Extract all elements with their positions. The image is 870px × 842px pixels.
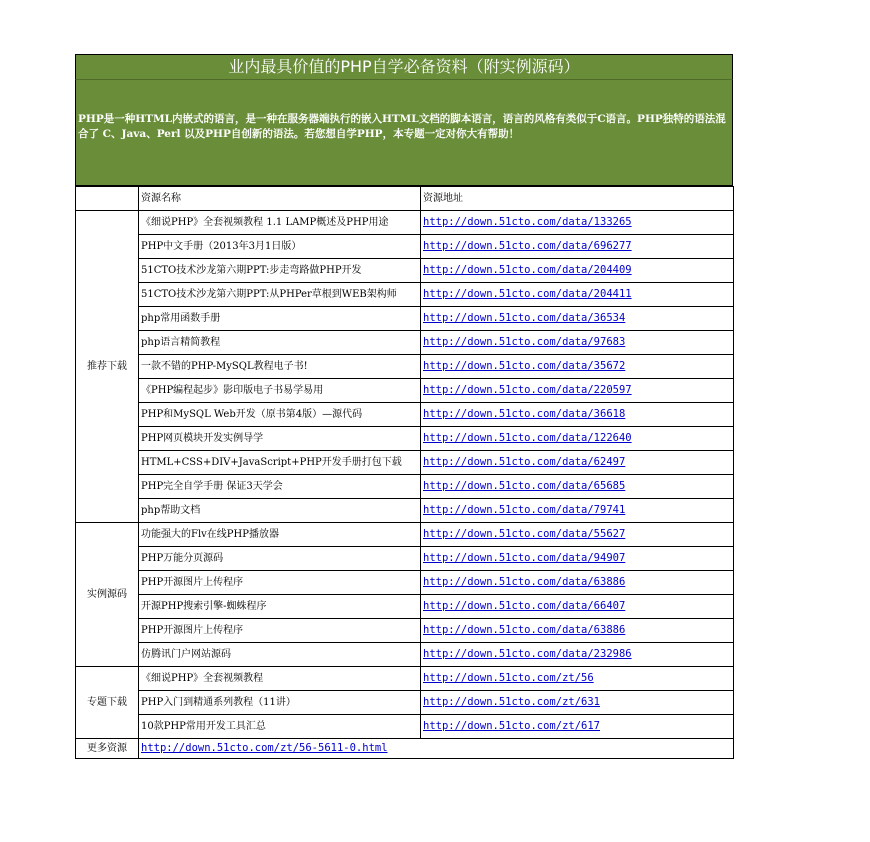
resource-link[interactable]: http://down.51cto.com/zt/631 [423, 696, 601, 708]
header-blank-cell [76, 187, 139, 211]
category-cell: 推荐下载 [76, 211, 139, 523]
resource-link[interactable]: http://down.51cto.com/data/65685 [423, 480, 626, 492]
resource-link[interactable]: http://down.51cto.com/data/63886 [423, 624, 626, 636]
resource-name: 10款PHP常用开发工具汇总 [139, 715, 421, 739]
resource-link[interactable]: http://down.51cto.com/data/204411 [423, 288, 632, 300]
resource-sheet [75, 54, 733, 759]
resource-link[interactable]: http://down.51cto.com/zt/617 [423, 720, 601, 732]
resource-url-cell [421, 547, 734, 571]
resource-name: PHP完全自学手册 保证3天学会 [139, 475, 421, 499]
resource-url-cell [421, 499, 734, 523]
resource-name: 《细说PHP》全套视频教程 [139, 667, 421, 691]
table-row [76, 211, 734, 235]
resource-link[interactable]: http://down.51cto.com/data/220597 [423, 384, 632, 396]
resource-link[interactable]: http://down.51cto.com/data/36534 [423, 312, 626, 324]
resource-url-cell [421, 355, 734, 379]
table-row [76, 283, 734, 307]
resource-link[interactable]: http://down.51cto.com/data/79741 [423, 504, 626, 516]
resource-name: php常用函数手册 [139, 307, 421, 331]
resource-url-cell [421, 691, 734, 715]
resource-url-cell [421, 619, 734, 643]
resource-name: php语言精简教程 [139, 331, 421, 355]
more-url-cell [139, 739, 734, 759]
header-name: 资源名称 [139, 187, 421, 211]
resource-link[interactable]: http://down.51cto.com/data/696277 [423, 240, 632, 252]
resource-link[interactable]: http://down.51cto.com/data/35672 [423, 360, 626, 372]
resource-name: PHP入门到精通系列教程（11讲） [139, 691, 421, 715]
table-row [76, 475, 734, 499]
resource-url-cell [421, 451, 734, 475]
table-row [76, 667, 734, 691]
table-row [76, 331, 734, 355]
table-row [76, 691, 734, 715]
resource-link[interactable]: http://down.51cto.com/data/133265 [423, 216, 632, 228]
table-row [76, 235, 734, 259]
resource-link[interactable]: http://down.51cto.com/data/122640 [423, 432, 632, 444]
resource-name: PHP万能分页源码 [139, 547, 421, 571]
resource-url-cell [421, 715, 734, 739]
table-row [76, 523, 734, 547]
resource-url-cell [421, 643, 734, 667]
more-link[interactable]: http://down.51cto.com/zt/56-5611-0.html [141, 742, 388, 754]
resource-link[interactable]: http://down.51cto.com/zt/56 [423, 672, 594, 684]
resource-url-cell [421, 211, 734, 235]
table-row [76, 427, 734, 451]
table-row [76, 259, 734, 283]
table-row [76, 379, 734, 403]
resource-url-cell [421, 667, 734, 691]
resource-url-cell [421, 403, 734, 427]
intro-text: PHP是一种HTML内嵌式的语言，是一种在服务器端执行的嵌入HTML文档的脚本语言，语言的风格有类似于C语言。PHP独特的语法混合了 C、Java、Perl 以及PHP自创新的语法。若您想自学PHP，本专题一定对你大有帮助！ [75, 79, 733, 186]
more-label: 更多资源 [76, 739, 139, 759]
resource-table [75, 186, 734, 759]
resource-name: PHP中文手册（2013年3月1日版） [139, 235, 421, 259]
resource-name: 51CTO技术沙龙第六期PPT:从PHPer草根到WEB架构师 [139, 283, 421, 307]
resource-link[interactable]: http://down.51cto.com/data/63886 [423, 576, 626, 588]
resource-name: 功能强大的Flv在线PHP播放器 [139, 523, 421, 547]
resource-name: PHP和MySQL Web开发（原书第4版）—源代码 [139, 403, 421, 427]
resource-url-cell [421, 283, 734, 307]
resource-name: 《PHP编程起步》影印版电子书易学易用 [139, 379, 421, 403]
resource-name: PHP网页模块开发实例导学 [139, 427, 421, 451]
table-header-row [76, 187, 734, 211]
resource-url-cell [421, 379, 734, 403]
table-row [76, 547, 734, 571]
resource-url-cell [421, 331, 734, 355]
resource-link[interactable]: http://down.51cto.com/data/232986 [423, 648, 632, 660]
resource-url-cell [421, 523, 734, 547]
table-row [76, 595, 734, 619]
resource-url-cell [421, 571, 734, 595]
table-row [76, 715, 734, 739]
resource-name: 开源PHP搜索引擎-蜘蛛程序 [139, 595, 421, 619]
resource-url-cell [421, 235, 734, 259]
category-cell: 实例源码 [76, 523, 139, 667]
resource-link[interactable]: http://down.51cto.com/data/94907 [423, 552, 626, 564]
category-cell: 专题下载 [76, 667, 139, 739]
more-row [76, 739, 734, 759]
resource-url-cell [421, 475, 734, 499]
table-row [76, 451, 734, 475]
resource-link[interactable]: http://down.51cto.com/data/66407 [423, 600, 626, 612]
resource-name: 51CTO技术沙龙第六期PPT:步走弯路做PHP开发 [139, 259, 421, 283]
table-row [76, 643, 734, 667]
resource-name: 仿腾讯门户网站源码 [139, 643, 421, 667]
resource-name: 一款不错的PHP-MySQL教程电子书! [139, 355, 421, 379]
page-title: 业内最具价值的PHP自学必备资料（附实例源码） [75, 54, 733, 79]
resource-url-cell [421, 259, 734, 283]
resource-name: 《细说PHP》全套视频教程 1.1 LAMP概述及PHP用途 [139, 211, 421, 235]
header-url: 资源地址 [421, 187, 734, 211]
resource-link[interactable]: http://down.51cto.com/data/36618 [423, 408, 626, 420]
resource-name: PHP开源图片上传程序 [139, 619, 421, 643]
resource-link[interactable]: http://down.51cto.com/data/55627 [423, 528, 626, 540]
resource-url-cell [421, 307, 734, 331]
table-row [76, 619, 734, 643]
resource-name: PHP开源图片上传程序 [139, 571, 421, 595]
resource-name: php帮助文档 [139, 499, 421, 523]
resource-link[interactable]: http://down.51cto.com/data/97683 [423, 336, 626, 348]
resource-link[interactable]: http://down.51cto.com/data/62497 [423, 456, 626, 468]
table-row [76, 307, 734, 331]
resource-name: HTML+CSS+DIV+JavaScript+PHP开发手册打包下载 [139, 451, 421, 475]
table-row [76, 499, 734, 523]
resource-url-cell [421, 427, 734, 451]
resource-url-cell [421, 595, 734, 619]
table-row [76, 571, 734, 595]
resource-link[interactable]: http://down.51cto.com/data/204409 [423, 264, 632, 276]
table-row [76, 355, 734, 379]
table-row [76, 403, 734, 427]
